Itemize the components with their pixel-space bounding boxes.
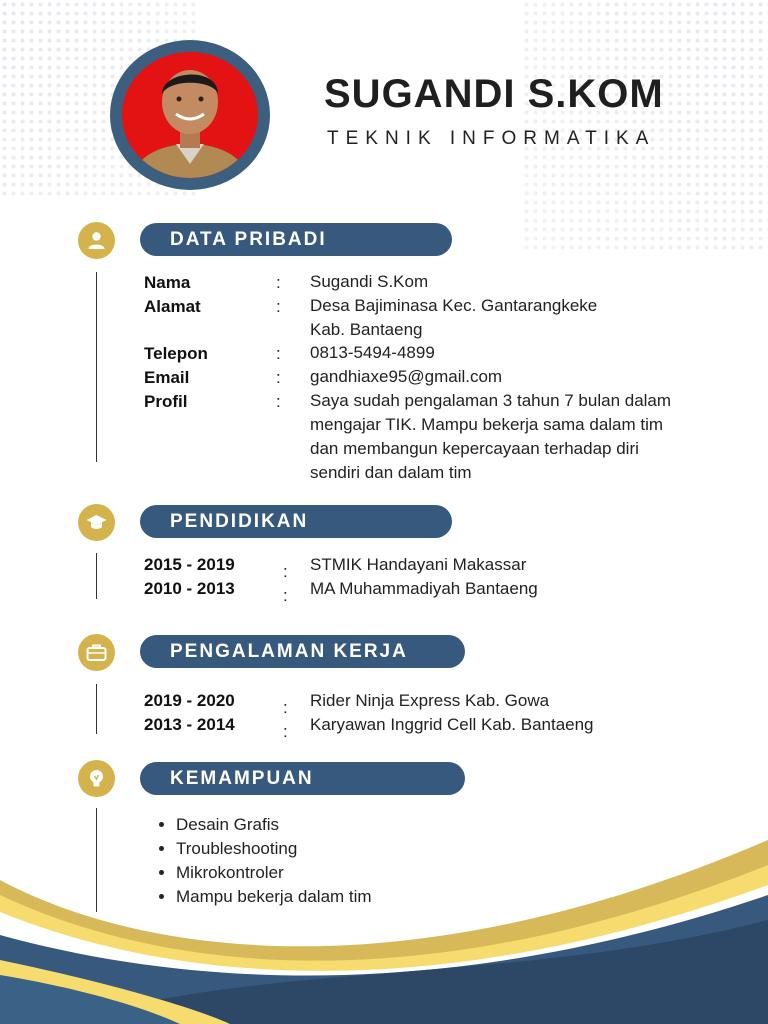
value-profil-line1: Saya sudah pengalaman 3 tahun 7 bulan dalam bbox=[310, 391, 672, 410]
value-email: gandhiaxe95@gmail.com bbox=[310, 367, 503, 386]
label-telepon: Telepon bbox=[144, 344, 208, 363]
value-profil-line3: dan membangun kepercayaan terhadap diri bbox=[310, 439, 639, 458]
education-school: STMIK Handayani Makassar bbox=[310, 555, 527, 574]
briefcase-icon bbox=[78, 634, 115, 671]
person-illustration bbox=[122, 52, 258, 178]
dot-pattern-right bbox=[520, 0, 768, 250]
profile-photo bbox=[122, 52, 258, 178]
skills-list bbox=[156, 813, 372, 909]
timeline-line bbox=[96, 808, 97, 912]
value-profil-line2: mengajar TIK. Mampu bekerja sama dalam tim bbox=[310, 415, 664, 434]
colon: : bbox=[283, 722, 288, 741]
timeline-line bbox=[96, 684, 97, 734]
colon: : bbox=[283, 562, 288, 581]
label-alamat: Alamat bbox=[144, 297, 201, 316]
value-telepon: 0813-5494-4899 bbox=[310, 343, 435, 362]
skill-item: • Troubleshooting bbox=[176, 837, 372, 861]
experience-period: 2019 - 2020 bbox=[144, 691, 235, 710]
colon: : bbox=[276, 344, 281, 363]
value-alamat: Desa Bajiminasa Kec. Gantarangkeke bbox=[310, 296, 598, 315]
colon: : bbox=[276, 297, 281, 316]
user-icon bbox=[78, 222, 115, 259]
colon: : bbox=[276, 368, 281, 387]
section-title-personal: DATA PRIBADI bbox=[140, 223, 452, 256]
colon: : bbox=[283, 698, 288, 717]
label-nama: Nama bbox=[144, 273, 191, 292]
experience-job: Karyawan Inggrid Cell Kab. Bantaeng bbox=[310, 715, 594, 734]
label-profil: Profil bbox=[144, 392, 188, 411]
skill-item: • Mampu bekerja dalam tim bbox=[176, 885, 372, 909]
education-school: MA Muhammadiyah Bantaeng bbox=[310, 579, 538, 598]
candidate-name: SUGANDI S.KOM bbox=[324, 72, 664, 116]
section-title-experience: PENGALAMAN KERJA bbox=[140, 635, 465, 668]
colon: : bbox=[283, 586, 288, 605]
timeline-line bbox=[96, 272, 97, 462]
value-alamat-line2: Kab. Bantaeng bbox=[310, 320, 423, 339]
lightbulb-icon bbox=[78, 760, 115, 797]
experience-job: Rider Ninja Express Kab. Gowa bbox=[310, 691, 550, 710]
label-email: Email bbox=[144, 368, 190, 387]
education-period: 2015 - 2019 bbox=[144, 555, 235, 574]
colon: : bbox=[276, 273, 281, 292]
skill-item: • Desain Grafis bbox=[176, 813, 372, 837]
value-profil-line4: sendiri dan dalam tim bbox=[310, 463, 472, 482]
candidate-subtitle: TEKNIK INFORMATIKA bbox=[327, 128, 656, 149]
graduation-cap-icon bbox=[78, 504, 115, 541]
colon: : bbox=[276, 392, 281, 411]
section-title-education: PENDIDIKAN bbox=[140, 505, 452, 538]
education-period: 2010 - 2013 bbox=[144, 579, 235, 598]
value-nama: Sugandi S.Kom bbox=[310, 272, 429, 291]
experience-period: 2013 - 2014 bbox=[144, 715, 235, 734]
timeline-line bbox=[96, 553, 97, 599]
section-title-skills: KEMAMPUAN bbox=[140, 762, 465, 795]
skill-item: • Mikrokontroler bbox=[176, 861, 372, 885]
